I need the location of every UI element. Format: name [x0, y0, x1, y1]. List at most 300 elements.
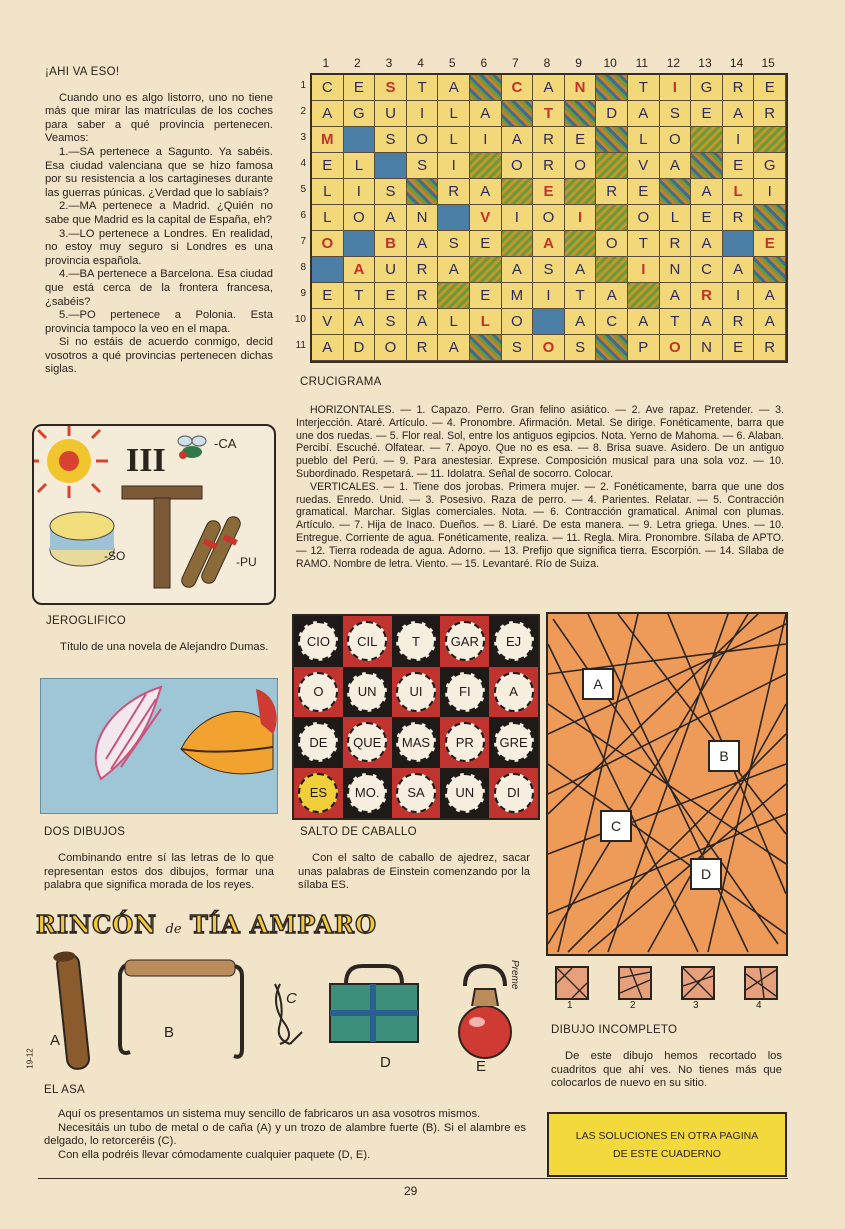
crossword-cell: L [438, 309, 470, 335]
crossword-row-number: 9 [300, 288, 306, 299]
board-square [294, 667, 343, 718]
crossword-black-square [438, 283, 470, 309]
crossword-cell: A [375, 205, 407, 231]
crossword-cell: R [407, 283, 439, 309]
salto-de-caballo-text: Con el salto de caballo de ajedrez, sacar unas palabras de Einstein comenzando por la sílaba ES. [298, 852, 530, 892]
crossword-cell: A [754, 309, 786, 335]
crossword-cell: E [533, 179, 565, 205]
crossword-column-number: 4 [417, 56, 424, 70]
crossword-cell: I [628, 257, 660, 283]
package-icon [330, 966, 418, 1042]
crossword-cell: T [628, 231, 660, 257]
piece-number: 4 [756, 1000, 762, 1011]
puzzle-label-b: B [708, 740, 740, 772]
el-asa-illustration [25, 944, 540, 1075]
dibujo-incompleto-panel [546, 612, 788, 956]
crossword-cell: A [723, 257, 755, 283]
crossword-row-number: 4 [300, 158, 306, 169]
crossword-cell: L [312, 179, 344, 205]
syllable-token: A [494, 672, 534, 712]
crossword-black-square [660, 179, 692, 205]
crossword-cell: A [312, 101, 344, 127]
crossword-cell: D [344, 335, 376, 361]
crossword-cell: R [407, 335, 439, 361]
crossword-black-square [691, 127, 723, 153]
pu-label: -PU [236, 555, 257, 569]
crossword-cell: A [691, 179, 723, 205]
crossword-cell: O [407, 127, 439, 153]
el-asa-paragraph: Con ella podréis llevar cómodamente cualquier paquete (D, E). [58, 1148, 371, 1161]
roman-numeral: III [126, 442, 166, 479]
step-label-d: D [380, 1054, 391, 1071]
solutions-line-2: DE ESTE CUADERNO [613, 1147, 721, 1160]
crossword-cell: L [312, 205, 344, 231]
crossword-cell: E [691, 205, 723, 231]
tube-icon [53, 950, 90, 1069]
el-asa-title: EL ASA [44, 1084, 86, 1096]
board-square [489, 616, 538, 667]
crossword-row-number: 10 [294, 314, 306, 325]
fly-icon [178, 436, 206, 459]
piece-number: 2 [630, 1000, 636, 1011]
piece-number: 1 [567, 1000, 573, 1011]
dos-dibujos-illustration [40, 678, 278, 814]
crossword-cell: R [660, 231, 692, 257]
crossword-black-square [533, 309, 565, 335]
crossword-black-square [596, 153, 628, 179]
dibujo-incompleto-title: DIBUJO INCOMPLETO [551, 1024, 678, 1036]
board-square [392, 768, 441, 819]
crossword-cell: M [312, 127, 344, 153]
syllable-token: UN [445, 773, 485, 813]
crossword-cell: S [375, 309, 407, 335]
crossword-column-number: 11 [635, 56, 649, 70]
crossword-cell: G [344, 101, 376, 127]
crossword-cell: L [438, 127, 470, 153]
crossword-cell: N [691, 335, 723, 361]
crossword-cell: U [375, 101, 407, 127]
crossword-cell: S [375, 75, 407, 101]
crossword-cell: A [660, 153, 692, 179]
crossword-column-number: 6 [480, 56, 488, 70]
board-square [440, 717, 489, 768]
crossword-cell: O [660, 127, 692, 153]
crossword-black-square [596, 335, 628, 361]
rincon-title-part1: RINCÓN [36, 910, 158, 939]
crossword-cell: V [470, 205, 502, 231]
crossword-black-square [470, 75, 502, 101]
sun-icon [34, 426, 108, 498]
bomb-package-icon [459, 966, 511, 1058]
board-square [489, 717, 538, 768]
crossword-cell: S [660, 101, 692, 127]
crossword-cell: T [344, 283, 376, 309]
crossword-cell: E [628, 179, 660, 205]
el-asa-text [44, 1108, 526, 1162]
dos-dibujos-title: DOS DIBUJOS [44, 826, 126, 838]
step-label-b: B [164, 1024, 175, 1041]
board-square [343, 768, 392, 819]
so-label: -SO [104, 549, 126, 563]
crossword-row-number: 6 [300, 210, 306, 221]
crossword-black-square [565, 101, 597, 127]
crossword-cell: A [565, 257, 597, 283]
crossword-column-number: 13 [698, 56, 712, 70]
dibujo-incompleto-text: De este dibujo hemos recortado los cuadritos que ahí ves. No tienes más que colocarlos de nuevo en su sitio. [551, 1050, 782, 1090]
crossword-cell: A [691, 231, 723, 257]
crossword-black-square [438, 205, 470, 231]
piece-number: 3 [693, 1000, 699, 1011]
crossword-cell: V [628, 153, 660, 179]
crossword-black-square [754, 257, 786, 283]
beak-icon [181, 689, 277, 774]
crossword-cell: I [502, 205, 534, 231]
crossword-column-number: 3 [385, 56, 393, 70]
crossword-cell: O [375, 335, 407, 361]
crossword-cell: A [312, 335, 344, 361]
crossword-cell: E [723, 335, 755, 361]
syllable-token: T [396, 621, 436, 661]
crossword-cell: I [660, 75, 692, 101]
handle-steps-drawing [40, 944, 540, 1074]
crossword-cell: R [533, 153, 565, 179]
crossword-column-number: 1 [322, 56, 330, 70]
crossword-black-square [628, 283, 660, 309]
crossword-cell: S [565, 335, 597, 361]
crossword-cell: A [754, 283, 786, 309]
crossword-cell: N [565, 75, 597, 101]
syllable-token: EJ [494, 621, 534, 661]
crossword-black-square [596, 257, 628, 283]
crossword-cell: L [438, 101, 470, 127]
crossword-cell: R [723, 205, 755, 231]
ahi-va-eso-section [45, 66, 273, 377]
puzzle-piece-2 [618, 966, 652, 1000]
solutions-line-1: LAS SOLUCIONES EN OTRA PAGINA [575, 1129, 759, 1142]
crossword-cell: E [470, 283, 502, 309]
crossword-cell: A [565, 309, 597, 335]
crossword-cell: T [565, 283, 597, 309]
salto-de-caballo-title: SALTO DE CABALLO [300, 826, 417, 838]
crossword-cell: O [533, 335, 565, 361]
crossword-cell: S [438, 231, 470, 257]
crossword-cell: G [754, 153, 786, 179]
syllable-token: MO. [347, 773, 387, 813]
crossword-black-square [565, 231, 597, 257]
crossword-row-number: 3 [300, 132, 306, 143]
crossword-column-number: 12 [666, 56, 681, 70]
jeroglifico-drawing [34, 426, 274, 603]
crossword-cell: E [723, 153, 755, 179]
ahi-va-eso-title: ¡AHI VA ESO! [45, 66, 120, 78]
salto-de-caballo-board [292, 614, 540, 820]
crossword-cell: E [470, 231, 502, 257]
crossword-cell: B [375, 231, 407, 257]
board-square [440, 667, 489, 718]
crossword-column-number: 2 [354, 56, 361, 70]
crossword-cell: A [407, 231, 439, 257]
jeroglifico-title: JEROGLIFICO [46, 615, 126, 627]
drawing-date: 19-12 [25, 1048, 35, 1069]
puzzle-piece-1 [555, 966, 589, 1000]
crossword-black-square [312, 257, 344, 283]
crossword-cell: S [407, 153, 439, 179]
board-square [392, 717, 441, 768]
line-puzzle-drawing [548, 614, 786, 954]
crossword-cell: R [691, 283, 723, 309]
crossword-cell: N [407, 205, 439, 231]
cigars-icon [179, 514, 242, 589]
crossword-cell: A [502, 127, 534, 153]
crossword-cell: O [628, 205, 660, 231]
crossword-cell: E [691, 101, 723, 127]
crossword-cell: M [502, 283, 534, 309]
crossword-cell: A [470, 179, 502, 205]
step-label-a: A [50, 1032, 61, 1049]
board-square [440, 616, 489, 667]
puzzle-label-c: C [600, 810, 632, 842]
board-square [440, 768, 489, 819]
crossword-cell: C [596, 309, 628, 335]
board-square [392, 616, 441, 667]
crossword-cell: A [438, 335, 470, 361]
crossword-column-number: 14 [729, 56, 744, 70]
crossword-cell: O [533, 205, 565, 231]
crossword-row-number: 1 [300, 80, 306, 91]
crossword-cell: A [628, 309, 660, 335]
crossword-grid [310, 73, 788, 363]
syllable-token: SA [396, 773, 436, 813]
step-label-c: C [286, 990, 297, 1007]
crossword-black-square [470, 257, 502, 283]
ca-label: -CA [214, 436, 237, 451]
crossword-row-number: 2 [300, 106, 306, 117]
crossword-column-number: 5 [448, 56, 456, 70]
crossword-horizontal-clues: HORIZONTALES. — 1. Capazo. Perro. Gran felino asiático. — 2. Ave rapaz. Pretender. — 3. Interjección. Ataré. Artículo. — 4. Pronombre. Afirmación. Metal. Se dirige. Fonéticamente, barra que une dos ruedas. — 5. Flor real. Sol, entre los antiguos egipcios. Nota. Yerno de Mahoma. — 6. Alaban. Percibí. Escuché. Olfatear. — 7. Apoyo. Que no es esa. — 8. Brisa suave. Asidero. De un antiguo pueblo del Perú. — 9. Para anestesiar. Exprese. Composición musical para una sola voz. — 10. Subordinado. Respetará. — 11. Idolatra. Señal de socorro. Colocar. [296, 404, 784, 480]
syllable-token: QUE [347, 722, 387, 762]
crossword-cell: T [628, 75, 660, 101]
crossword-cell: R [533, 127, 565, 153]
crossword-cell: R [754, 101, 786, 127]
syllable-token: ES [298, 773, 338, 813]
ahi-va-eso-paragraph: 3.—LO pertenece a Londres. En realidad, no estoy muy seguro si Londres es una provincia española. [45, 227, 273, 267]
crossword-black-square [375, 153, 407, 179]
crossword-vertical-clues: VERTICALES. — 1. Tiene dos jorobas. Primera mujer. — 2. Fonéticamente, barra que une dos ruedas. Enredo. Unid. — 3. Posesivo. Raza de perro. — 4. Parientes. Relatar. — 5. Contracción gramatical. Marchar. Siglas comerciales. Nota. — 6. Contracción gramatical. Animal con plumas. Artículo. — 7. Hija de Inaco. Dueños. — 8. Liaré. De esta manera. — 9. Letra griega. Unes. — 10. Entregue. Corriente de agua. Fonéticamente, realiza. — 11. Regla. Mira. Pronombre. Sílaba de APTO. — 12. Tierra rodeada de agua. Adorno. — 13. Prefijo que significa tierra. Escorpión. — 14. Sílaba de RAMO. Nombre de letra. Viento. — 15. Levantaré. Río de Suiza. [296, 480, 784, 570]
crossword-cell: I [407, 101, 439, 127]
crossword-cell: A [344, 309, 376, 335]
wire-icon [120, 964, 242, 1057]
crossword-black-square [754, 127, 786, 153]
crossword-cell: O [565, 153, 597, 179]
crossword-black-square [596, 75, 628, 101]
ahi-va-eso-paragraph: 5.—PO pertenece a Polonia. Esta provincia tampoco la veo en el mapa. [45, 309, 273, 335]
crossword-cell: E [754, 75, 786, 101]
dos-dibujos-text: Combinando entre sí las letras de lo que representan estos dos dibujos, formar una palabra que significa morada de los reyes. [44, 852, 274, 892]
syllable-token: O [298, 672, 338, 712]
crossword-cell: T [533, 101, 565, 127]
crossword-cell: I [344, 179, 376, 205]
crossword-black-square [344, 127, 376, 153]
crossword-cell: L [470, 309, 502, 335]
crossword-black-square [502, 231, 534, 257]
crossword-column-number: 9 [575, 56, 582, 70]
crossword-row-number: 5 [300, 184, 306, 195]
crossword-black-square [502, 101, 534, 127]
crossword-black-square [596, 205, 628, 231]
crossword-cell: I [723, 283, 755, 309]
jeroglifico-text: Título de una novela de Alejandro Dumas. [60, 641, 269, 653]
crossword-cell: A [723, 101, 755, 127]
crossword-cell: I [565, 205, 597, 231]
crossword-cell: A [691, 309, 723, 335]
crossword-cell: R [407, 257, 439, 283]
puzzle-label-a: A [582, 668, 614, 700]
syllable-token: PR [445, 722, 485, 762]
crossword-cell: T [407, 75, 439, 101]
crossword-cell: V [312, 309, 344, 335]
crossword-black-square [502, 179, 534, 205]
crossword-cell: P [628, 335, 660, 361]
wing-icon [96, 687, 161, 779]
crossword-black-square [596, 127, 628, 153]
crossword-cell: O [344, 205, 376, 231]
crossword-cell: O [312, 231, 344, 257]
page-number: 29 [404, 1184, 418, 1198]
crossword-cell: L [344, 153, 376, 179]
crossword-cell: A [533, 75, 565, 101]
crossword-cell: E [312, 283, 344, 309]
crossword-cell: A [438, 257, 470, 283]
crossword-column-number: 15 [761, 56, 775, 70]
crossword-black-square [470, 153, 502, 179]
ahi-va-eso-paragraph: 4.—BA pertenece a Barcelona. Esa ciudad que está cerca de la frontera francesa, ¿sabéis? [45, 268, 273, 308]
crossword-cell: S [375, 127, 407, 153]
crossword-cell: G [691, 75, 723, 101]
puzzle-piece-3 [681, 966, 715, 1000]
syllable-token: DI [494, 773, 534, 813]
syllable-token: UI [396, 672, 436, 712]
wing-and-beak-drawing [41, 679, 277, 813]
crossword-column-number: 7 [512, 56, 519, 70]
crossword-row-number: 8 [300, 262, 306, 273]
crossword-cell: A [438, 75, 470, 101]
crossword-column-number: 8 [543, 56, 551, 70]
ahi-va-eso-paragraph: 1.—SA pertenece a Sagunto. Ya sabéis. Esa ciudad valenciana que se hizo famosa por su resistencia a los cartagineses durante las guerras púnicas. ¿Verdad que lo sabíais? [45, 145, 273, 199]
crossword-cell: L [723, 179, 755, 205]
crossword-column-number: 10 [603, 56, 617, 70]
crossword-cell: T [660, 309, 692, 335]
crossword-cell: E [565, 127, 597, 153]
crossword-cell: A [344, 257, 376, 283]
crossword-black-square [407, 179, 439, 205]
crossword-black-square [565, 179, 597, 205]
crossword-cell: O [660, 335, 692, 361]
crossword-row-number: 11 [295, 340, 306, 351]
footer-rule [38, 1178, 788, 1179]
board-square [294, 768, 343, 819]
board-square [294, 717, 343, 768]
crossword-cell: A [596, 283, 628, 309]
rincon-title [36, 910, 536, 944]
puzzle-piece-4 [744, 966, 778, 1000]
crossword-cell: O [502, 309, 534, 335]
crossword-cell: O [502, 153, 534, 179]
crossword-black-square [723, 231, 755, 257]
rincon-title-de: de [165, 922, 182, 937]
crossword-cell: I [470, 127, 502, 153]
crossword-cell: C [312, 75, 344, 101]
board-square [343, 717, 392, 768]
crossword-cell: D [596, 101, 628, 127]
crossword-cell: S [502, 335, 534, 361]
board-square [489, 768, 538, 819]
crossword-cell: R [596, 179, 628, 205]
crossword-title: CRUCIGRAMA [300, 376, 382, 388]
crossword-cell: I [533, 283, 565, 309]
syllable-token: MAS [396, 722, 436, 762]
syllable-token: CIL [347, 621, 387, 661]
crossword-cell: A [470, 101, 502, 127]
ahi-va-eso-paragraph: Cuando uno es algo listorro, uno no tiene más que mirar las matrículas de los coches para saber a qué provincia pertenecen. Veamos: [45, 91, 273, 145]
crossword-cell: I [438, 153, 470, 179]
crossword-row-number: 7 [300, 236, 306, 247]
crossword-cell: I [754, 179, 786, 205]
board-square [489, 667, 538, 718]
crossword-black-square [344, 231, 376, 257]
crossword-cell: S [533, 257, 565, 283]
syllable-token: GRE [494, 722, 534, 762]
crossword-cell: A [407, 309, 439, 335]
crossword-cell: A [660, 283, 692, 309]
crossword-cell: C [691, 257, 723, 283]
el-asa-paragraph: Aquí os presentamos un sistema muy sencillo de fabricaros un asa vosotros mismos. [58, 1108, 481, 1120]
crossword-cell: E [375, 283, 407, 309]
artist-signature: Preme [509, 960, 520, 990]
crossword-cell: R [754, 335, 786, 361]
rincon-title-part2: TÍA AMPARO [189, 910, 378, 939]
crossword-cell: R [723, 309, 755, 335]
board-square [294, 616, 343, 667]
crossword-cell: N [660, 257, 692, 283]
el-asa-paragraph: Necesitáis un tubo de metal o de caña (A) y un trozo de alambre fuerte (B). Si el alambre es delgado, lo retorceréis (C). [44, 1121, 526, 1148]
crossword-cell: R [438, 179, 470, 205]
ahi-va-eso-paragraph: Si no estáis de acuerdo conmigo, decid vosotros a qué provincias pertenecen dichas siglas. [45, 336, 273, 376]
ahi-va-eso-paragraph: 2.—MA pertenece a Madrid. ¿Quién no sabe que Madrid es la capital de España, eh? [45, 200, 273, 226]
crossword-cell: C [502, 75, 534, 101]
board-square [392, 667, 441, 718]
crossword-cell: E [312, 153, 344, 179]
step-label-e: E [476, 1058, 487, 1075]
crossword-cell: I [723, 127, 755, 153]
syllable-token: FI [445, 672, 485, 712]
board-square [343, 667, 392, 718]
crossword-black-square [470, 335, 502, 361]
crossword-cell: S [375, 179, 407, 205]
crossword-cell: A [502, 257, 534, 283]
crossword-cell: A [628, 101, 660, 127]
syllable-token: DE [298, 722, 338, 762]
jeroglifico-illustration [32, 424, 276, 605]
board-square [343, 616, 392, 667]
crossword-cell: O [596, 231, 628, 257]
syllable-token: UN [347, 672, 387, 712]
crossword-cell: L [660, 205, 692, 231]
solutions-notice [547, 1112, 787, 1177]
syllable-token: GAR [445, 621, 485, 661]
crossword-black-square [691, 153, 723, 179]
crossword-cell: E [344, 75, 376, 101]
crossword-cell: A [533, 231, 565, 257]
